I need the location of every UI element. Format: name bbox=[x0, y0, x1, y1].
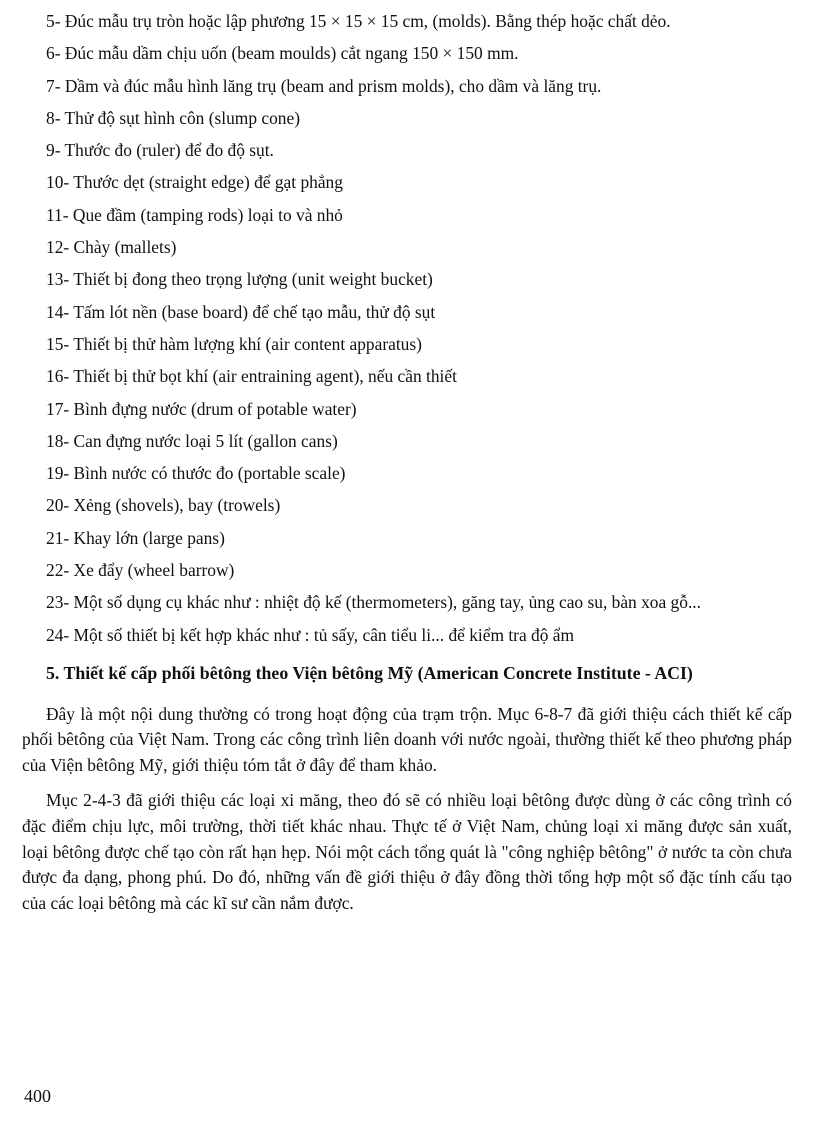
body-paragraph: Đây là một nội dung thường có trong hoạt động của trạm trộn. Mục 6-8-7 đã giới thiệu cách thiết kế cấp phối bêtông của Việt Nam. Trong các công trình liên doanh với nước ngoài, thường thiết kế theo phương pháp của Viện bêtông Mỹ, giới thiệu tóm tắt ở đây để tham khảo. bbox=[22, 703, 792, 776]
list-item: 16- Thiết bị thử bọt khí (air entraining agent), nếu cần thiết bbox=[46, 366, 457, 387]
list-item: 10- Thước dẹt (straight edge) để gạt phẳng bbox=[46, 172, 343, 193]
list-item-text: 5- Đúc mẫu trụ tròn hoặc lập phương 15 × 15 × 15 cm, (molds). Bằng thép hoặc chất dẻo. bbox=[46, 11, 671, 31]
list-item: 11- Que đầm (tamping rods) loại to và nhỏ bbox=[46, 204, 343, 225]
section-heading: 5. Thiết kế cấp phối bêtông theo Viện bêtông Mỹ (American Concrete Institute - ACI) bbox=[46, 662, 693, 683]
list-item-text: 23- Một số dụng cụ khác như : nhiệt độ kế (thermometers), găng tay, ủng cao su, bàn xoa gỗ... bbox=[46, 592, 701, 613]
page-content bbox=[22, 9, 792, 926]
list-item: 15- Thiết bị thử hàm lượng khí (air content apparatus) bbox=[46, 333, 422, 354]
list-item bbox=[22, 9, 792, 34]
list-item: 14- Tấm lót nền (base board) để chế tạo mẫu, thử độ sụt bbox=[46, 301, 436, 322]
list-item bbox=[22, 590, 792, 615]
list-item: 13- Thiết bị đong theo trọng lượng (unit weight bucket) bbox=[46, 269, 433, 290]
list-item: 24- Một số thiết bị kết hợp khác như : tủ sấy, cân tiểu li... để kiểm tra độ ẩm bbox=[46, 624, 574, 645]
list-item: 17- Bình đựng nước (drum of potable water) bbox=[46, 398, 357, 419]
list-item: 7- Dầm và đúc mẫu hình lăng trụ (beam and prism molds), cho dầm và lăng trụ. bbox=[46, 75, 602, 96]
list-item: 12- Chày (mallets) bbox=[46, 237, 177, 258]
list-item: 19- Bình nước có thước đo (portable scale) bbox=[46, 463, 346, 484]
list-item: 8- Thử độ sụt hình côn (slump cone) bbox=[46, 107, 300, 128]
list-item: 21- Khay lớn (large pans) bbox=[46, 527, 225, 548]
list-item: 9- Thước đo (ruler) để đo độ sụt. bbox=[46, 140, 274, 161]
list-item: 6- Đúc mẫu dầm chịu uốn (beam moulds) cắt ngang 150 × 150 mm. bbox=[46, 43, 519, 64]
list-item: 18- Can đựng nước loại 5 lít (gallon cans) bbox=[46, 430, 338, 451]
page-number: 400 bbox=[24, 1086, 51, 1106]
list-item: 20- Xẻng (shovels), bay (trowels) bbox=[46, 495, 281, 516]
list-item: 22- Xe đẩy (wheel barrow) bbox=[46, 560, 235, 581]
body-paragraph: Mục 2-4-3 đã giới thiệu các loại xi măng, theo đó sẽ có nhiều loại bêtông được dùng ở các công trình có đặc điểm chịu lực, môi trường, thời tiết khác nhau. Thực tế ở Việt Nam, chủng loại xi măng được sản xuất, loại bêtông được chế tạo còn rất hạn hẹp. Nói một cách tổng quát là "công nghiệp bêtông" ở nước ta còn chưa được đa dạng, phong phú. Do đó, những vấn đề giới thiệu ở đây đồng thời tổng hợp một số đặc tính cấu tạo của các loại bêtông mà các kĩ sư cần nắm được. bbox=[22, 790, 792, 914]
